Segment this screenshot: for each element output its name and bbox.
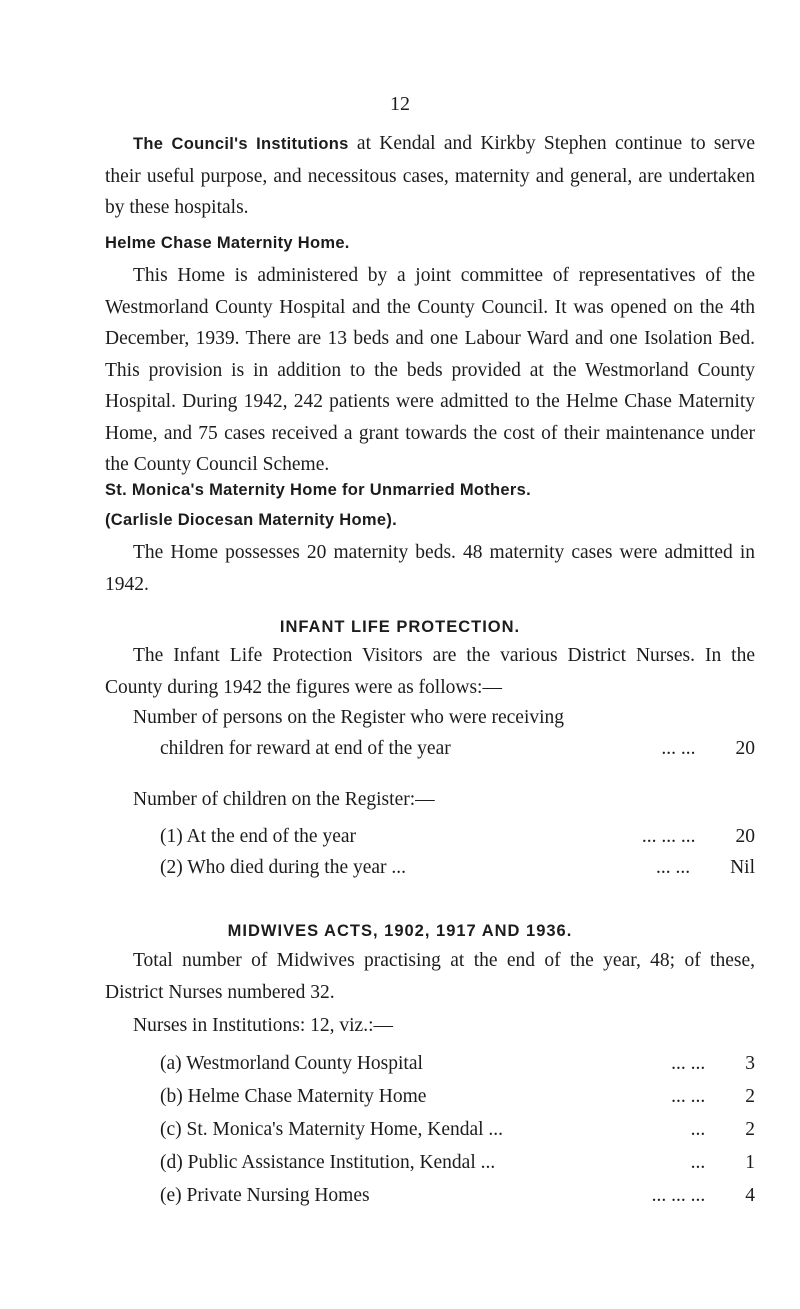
list-item-value: 20 xyxy=(735,826,755,847)
st-monica-heading-line2: (Carlisle Diocesan Maternity Home). xyxy=(105,511,397,529)
page-number: 12 xyxy=(390,93,410,115)
list-item-label: (a) Westmorland County Hospital xyxy=(160,1053,423,1074)
st-monica-body: The Home possesses 20 maternity beds. 48 maternity cases were admitted in 1942. xyxy=(105,542,755,595)
list-item-dots: ... ... ... xyxy=(651,1185,706,1206)
list-item xyxy=(160,1180,755,1211)
list-item xyxy=(160,852,755,883)
helme-chase-heading: Helme Chase Maternity Home. xyxy=(105,234,350,252)
register-persons-value: 20 xyxy=(735,738,755,759)
list-item-dots: ... xyxy=(690,1152,706,1173)
list-item-dots: ... ... xyxy=(655,857,691,878)
register-persons-line1: Number of persons on the Register who were receiving xyxy=(133,707,565,728)
list-item-value: 2 xyxy=(745,1119,755,1140)
list-item-label: (e) Private Nursing Homes xyxy=(160,1185,370,1206)
list-item-dots: ... ... xyxy=(671,1053,706,1074)
list-item xyxy=(160,1081,755,1112)
infant-life-heading: INFANT LIFE PROTECTION. xyxy=(279,618,521,636)
helme-chase-body: This Home is administered by a joint committee of representatives of the Westmorland County Hospital and the County Council. It was opened on the 4th December, 1939. There are 13 beds and one Labour Ward and one Isolation Bed. This provision is in addition to the beds provided at the Westmorland County Hospital. During 1942, 242 patients were admitted to the Helme Chase Maternity Home, and 75 cases received a grant towards the cost of their maintenance under the County Council Scheme. xyxy=(105,265,755,475)
intro-lead: The Council's Institutions xyxy=(133,135,349,153)
list-item-dots: ... ... ... xyxy=(641,826,696,847)
institutions-label: Nurses in Institutions: 12, viz.:— xyxy=(133,1015,393,1036)
midwives-intro: Total number of Midwives practising at the end of the year, 48; of these, District Nurses numbered 32. xyxy=(105,950,755,1003)
list-item-value: Nil xyxy=(730,857,755,878)
list-item-dots: ... xyxy=(690,1119,706,1140)
list-item-value: 3 xyxy=(745,1053,755,1074)
list-item-label: (b) Helme Chase Maternity Home xyxy=(160,1086,427,1107)
intro-paragraph xyxy=(105,128,755,224)
infant-life-intro: The Infant Life Protection Visitors are the various District Nurses. In the County during 1942 the figures were as follows:— xyxy=(105,645,755,698)
list-item-label: (c) St. Monica's Maternity Home, Kendal ... xyxy=(160,1119,504,1140)
register-persons-line2: children for reward at end of the year xyxy=(160,738,451,759)
list-item xyxy=(160,1048,755,1079)
st-monica-heading-line1: St. Monica's Maternity Home for Unmarried Mothers. xyxy=(105,481,531,499)
list-item-value: 2 xyxy=(745,1086,755,1107)
list-item-dots: ... ... xyxy=(671,1086,706,1107)
register-persons-row xyxy=(160,733,755,764)
children-on-register-label: Number of children on the Register:— xyxy=(133,789,435,810)
list-item-label: (2) Who died during the year ... xyxy=(160,857,407,878)
list-item xyxy=(160,821,755,852)
list-item-label: (1) At the end of the year xyxy=(160,826,357,847)
register-persons-dots: ... ... xyxy=(661,738,696,759)
list-item-label: (d) Public Assistance Institution, Kendal ... xyxy=(160,1152,496,1173)
list-item-value: 1 xyxy=(745,1152,755,1173)
list-item-value: 4 xyxy=(745,1185,755,1206)
list-item xyxy=(160,1114,755,1145)
midwives-heading: MIDWIVES ACTS, 1902, 1917 AND 1936. xyxy=(227,922,573,940)
list-item xyxy=(160,1147,755,1178)
intro-text: at Kendal and Kirkby Stephen continue to serve their useful purpose, and necessitous cases, maternity and general, are undertaken by these hospitals. xyxy=(105,133,756,218)
